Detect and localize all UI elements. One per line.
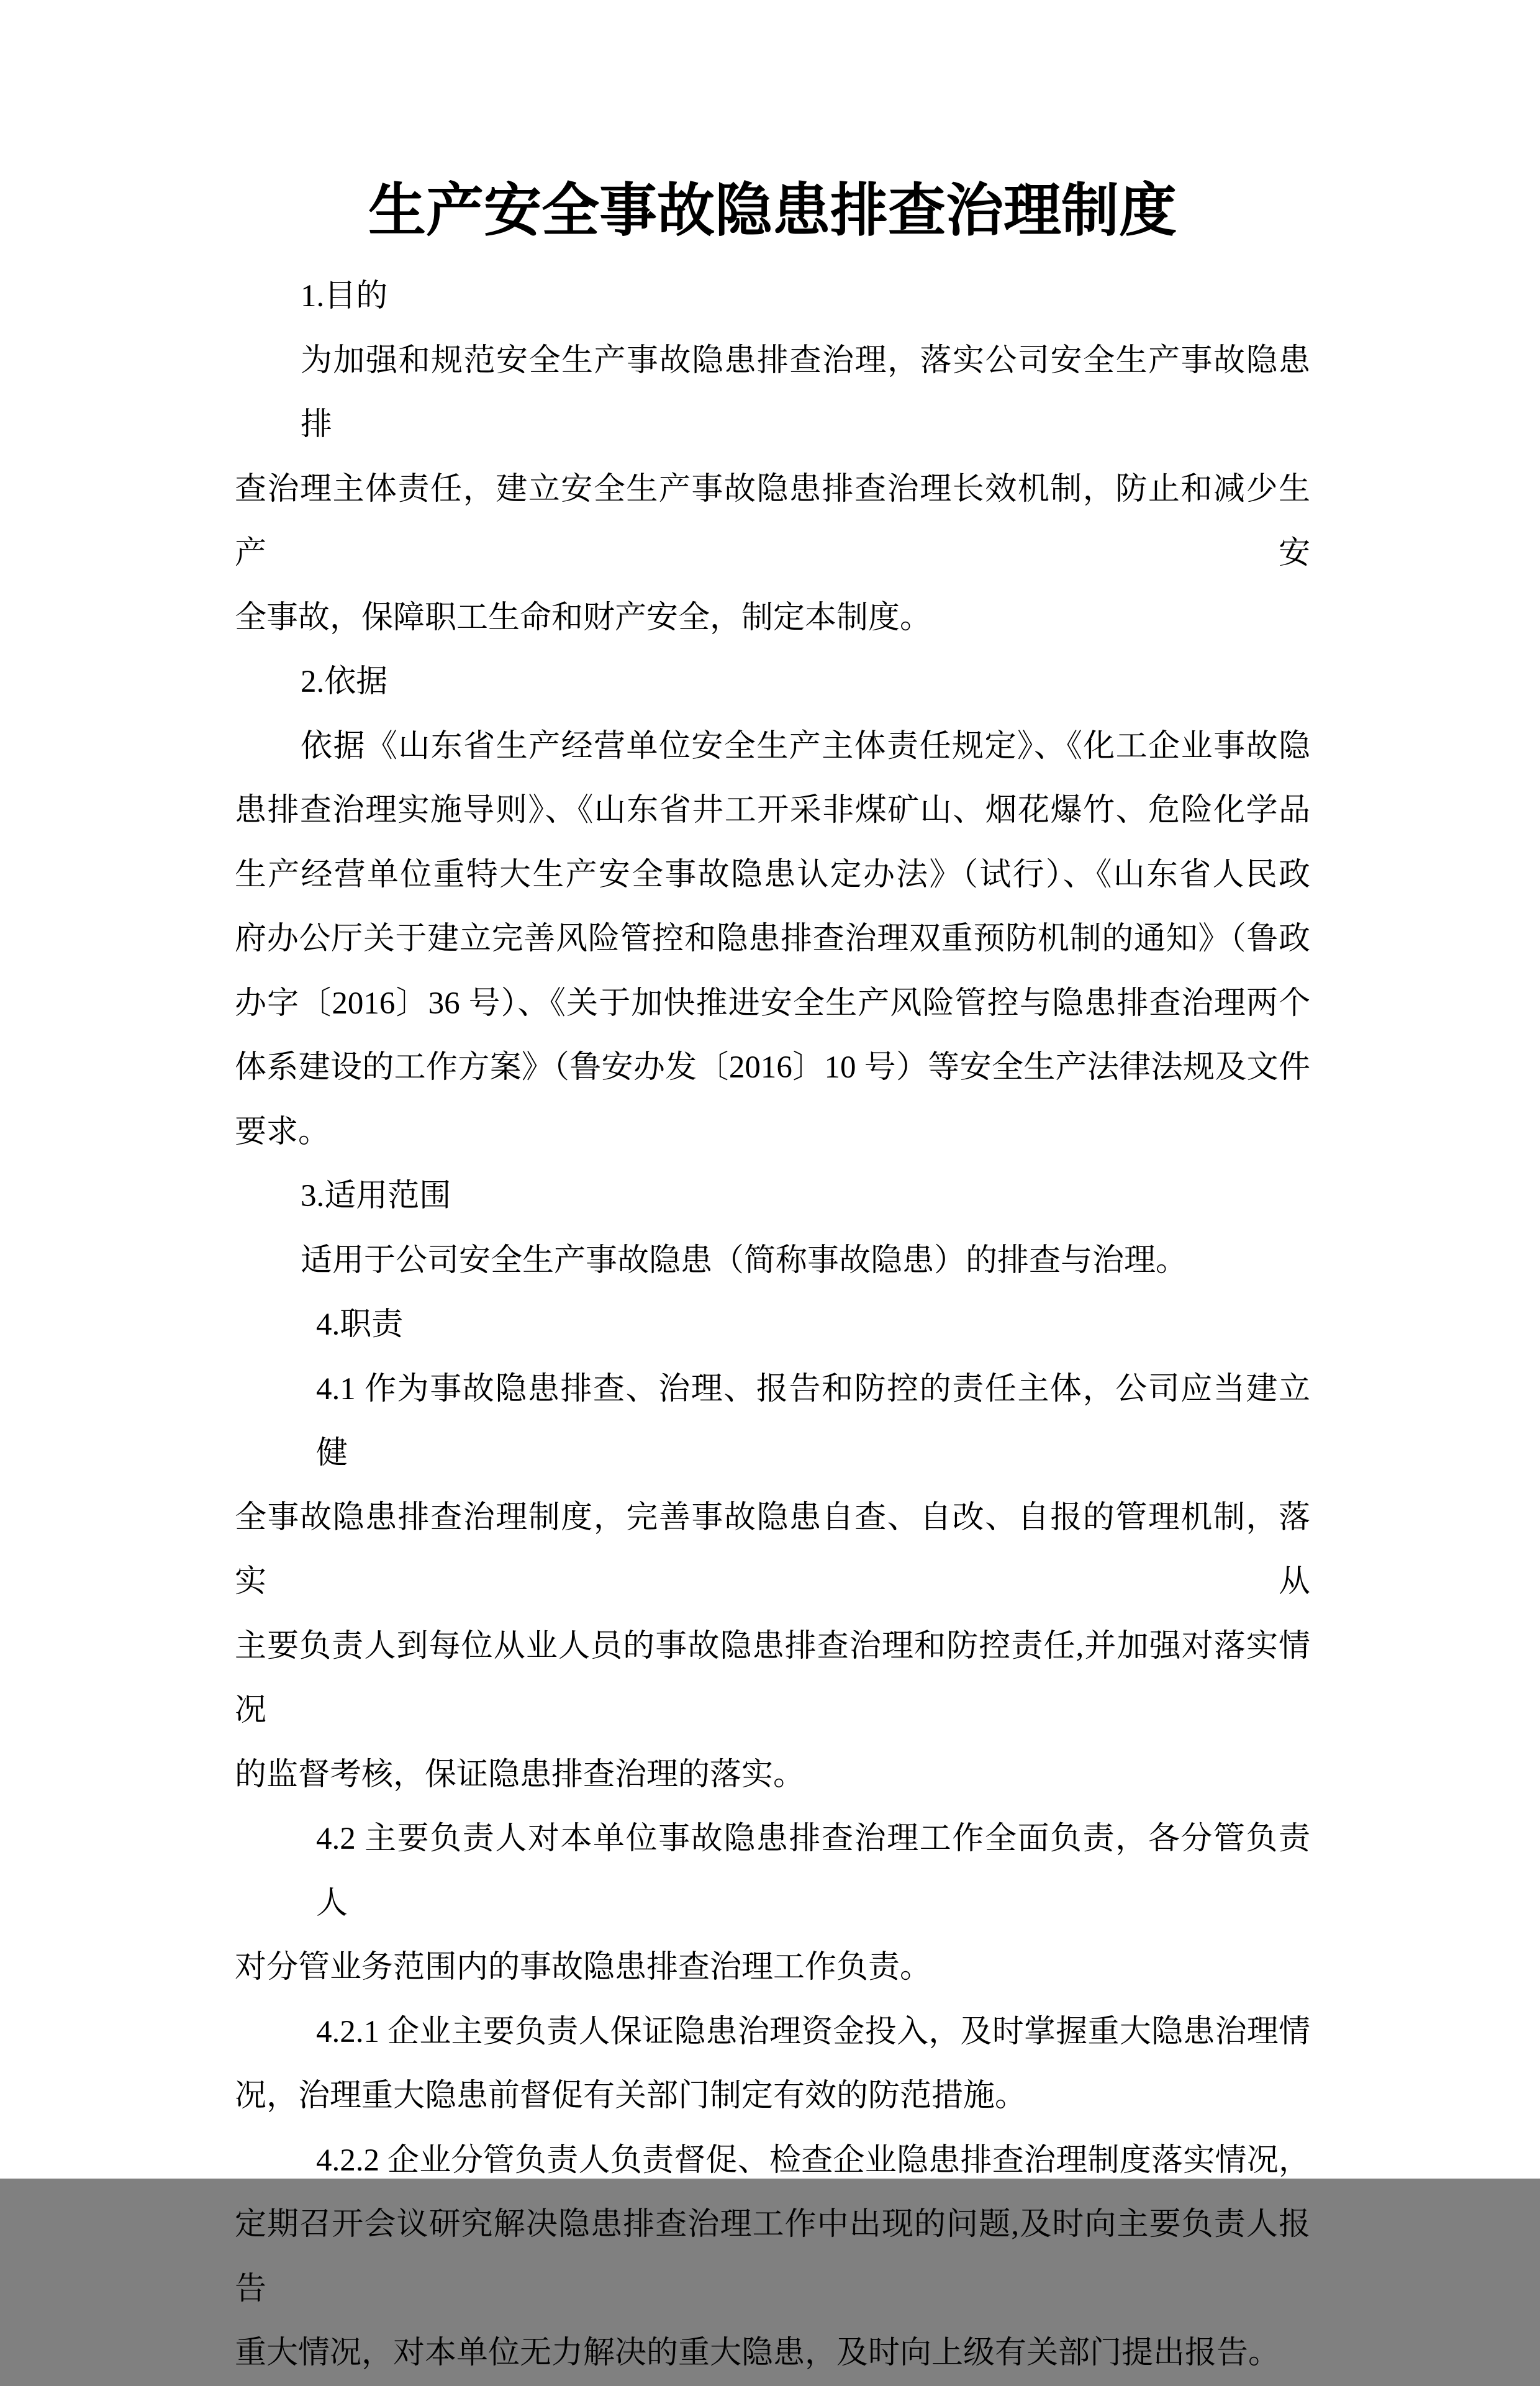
- document-line: 况，治理重大隐患前督促有关部门制定有效的防范措施。: [235, 2079, 1027, 2113]
- document-line: 2.依据: [301, 665, 388, 699]
- document-line: 1.目的: [301, 279, 388, 314]
- document-content: [235, 0, 1310, 2386]
- document-line: 生产经营单位重特大生产安全事故隐患认定办法》（试行）、《山东省人民政: [235, 857, 1310, 892]
- document-line: 办字〔2016〕36 号）、《关于加快推进安全生产风险管控与隐患排查治理两个: [235, 986, 1310, 1021]
- document-line: 4.1 作为事故隐患排查、治理、报告和防控的责任主体，公司应当建立健: [316, 1371, 1310, 1471]
- document-line: 重大情况，对本单位无力解决的重大隐患，及时向上级有关部门提出报告。: [235, 2336, 1280, 2370]
- document-line: 查治理主体责任，建立安全生产事故隐患排查治理长效机制，防止和减少生产安: [235, 471, 1310, 571]
- document-line: 3.适用范围: [301, 1179, 451, 1213]
- document-line: 全事故，保障职工生命和财产安全，制定本制度。: [235, 600, 932, 635]
- document-line: 依据《山东省生产经营单位安全生产主体责任规定》、《化工企业事故隐: [301, 728, 1310, 764]
- document-lines: [235, 265, 1310, 2386]
- document-line: 的监督考核，保证隐患排查治理的落实。: [235, 1757, 805, 1792]
- document-title: 生产安全事故隐患排查治理制度: [368, 179, 1177, 243]
- document-line: 主要负责人到每位从业人员的事故隐患排查治理和防控责任,并加强对落实情况: [235, 1628, 1310, 1728]
- document-line: 定期召开会议研究解决隐患排查治理工作中出现的问题,及时向主要负责人报告: [235, 2207, 1310, 2307]
- document-line: 为加强和规范安全生产事故隐患排查治理，落实公司安全生产事故隐患排: [301, 343, 1310, 442]
- document-line: 4.2.1 企业主要负责人保证隐患治理资金投入，及时掌握重大隐患治理情: [316, 2014, 1310, 2049]
- document-line: 4.2 主要负责人对本单位事故隐患排查治理工作全面负责，各分管负责人: [316, 1821, 1310, 1921]
- document-line: 府办公厅关于建立完善风险管控和隐患排查治理双重预防机制的通知》（鲁政: [235, 922, 1310, 956]
- document-line: 适用于公司安全生产事故隐患（简称事故隐患）的排查与治理。: [301, 1243, 1188, 1278]
- document-line: 4.职责: [316, 1307, 404, 1342]
- document-line: 患排查治理实施导则》、《山东省井工开采非煤矿山、烟花爆竹、危险化学品: [235, 793, 1310, 828]
- document-line: 对分管业务范围内的事故隐患排查治理工作负责。: [235, 1950, 932, 1985]
- document-line: 4.2.2 企业分管负责人负责督促、检查企业隐患排查治理制度落实情况，: [316, 2143, 1310, 2178]
- document-line: 全事故隐患排查治理制度，完善事故隐患自查、自改、自报的管理机制，落实从: [235, 1500, 1310, 1599]
- document-line: 要求。: [235, 1114, 330, 1150]
- document-line: 体系建设的工作方案》（鲁安办发〔2016〕10 号）等安全生产法律法规及文件: [235, 1050, 1310, 1085]
